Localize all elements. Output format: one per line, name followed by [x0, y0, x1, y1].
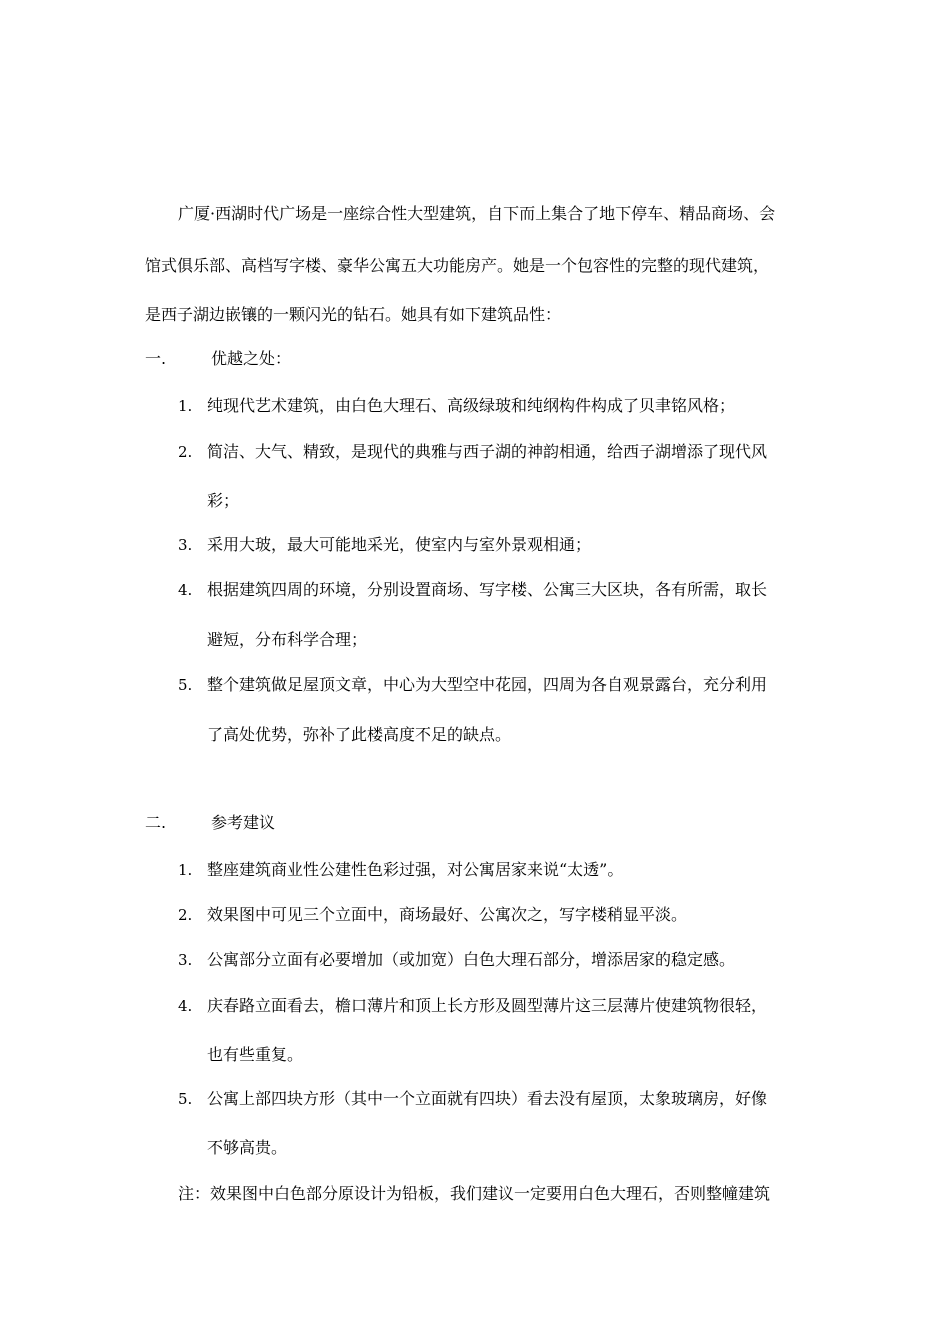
- s2-item4-line1: 庆春路立面看去，檐口薄片和顶上长方形及圆型薄片这三层薄片使建筑物很轻，: [207, 996, 768, 1015]
- s2-item2-num: 2.: [178, 906, 193, 924]
- s2-item1-num: 1.: [178, 861, 193, 879]
- s1-item1-line1: 纯现代艺术建筑，由白色大理石、高级绿玻和纯纲构件构成了贝聿铭风格；: [207, 396, 736, 415]
- intro-line-3: 是西子湖边嵌镶的一颗闪光的钻石。她具有如下建筑品性：: [145, 305, 562, 324]
- s2-item2-line1: 效果图中可见三个立面中，商场最好、公寓次之，写字楼稍显平淡。: [207, 905, 688, 924]
- s1-item2-line1: 简洁、大气、精致，是现代的典雅与西子湖的神韵相通，给西子湖增添了现代风: [207, 442, 768, 461]
- s1-item4-line2: 避短，分布科学合理；: [207, 630, 368, 649]
- intro-line-1: 广厦·西湖时代广场是一座综合性大型建筑，自下而上集合了地下停车、精品商场、会: [178, 204, 776, 223]
- s1-item5-line1: 整个建筑做足屋顶文章，中心为大型空中花园，四周为各自观景露台，充分利用: [207, 675, 768, 694]
- s2-item3-num: 3.: [178, 951, 193, 969]
- section2-title: 参考建议: [211, 813, 276, 832]
- section1-number: 一.: [145, 349, 167, 368]
- section1-title: 优越之处：: [211, 349, 292, 368]
- s1-item2-line2: 彩；: [207, 491, 240, 510]
- s2-item5-num: 5.: [178, 1090, 193, 1108]
- s1-item3-line1: 采用大玻，最大可能地采光，使室内与室外景观相通；: [207, 535, 592, 554]
- s1-item4-num: 4.: [178, 581, 193, 599]
- intro-line-2: 馆式俱乐部、高档写字楼、豪华公寓五大功能房产。她是一个包容性的完整的现代建筑，: [145, 256, 770, 275]
- s2-item5-line1: 公寓上部四块方形（其中一个立面就有四块）看去没有屋顶，太象玻璃房，好像: [207, 1089, 768, 1108]
- note-line: 注：效果图中白色部分原设计为铅板，我们建议一定要用白色大理石，否则整幢建筑: [178, 1184, 771, 1203]
- s1-item4-line1: 根据建筑四周的环境，分别设置商场、写字楼、公寓三大区块，各有所需，取长: [207, 580, 768, 599]
- s1-item3-num: 3.: [178, 536, 193, 554]
- s2-item5-line2: 不够高贵。: [207, 1138, 288, 1157]
- section2-number: 二.: [145, 813, 167, 832]
- s2-item3-line1: 公寓部分立面有必要增加（或加宽）白色大理石部分，增添居家的稳定感。: [207, 950, 736, 969]
- s1-item5-num: 5.: [178, 676, 193, 694]
- s2-item1-line1: 整座建筑商业性公建性色彩过强，对公寓居家来说“太透”。: [207, 860, 624, 879]
- s1-item2-num: 2.: [178, 443, 193, 461]
- s1-item1-num: 1.: [178, 397, 193, 415]
- s1-item5-line2: 了高处优势，弥补了此楼高度不足的缺点。: [207, 725, 512, 744]
- s2-item4-num: 4.: [178, 997, 193, 1015]
- s2-item4-line2: 也有些重复。: [207, 1045, 304, 1064]
